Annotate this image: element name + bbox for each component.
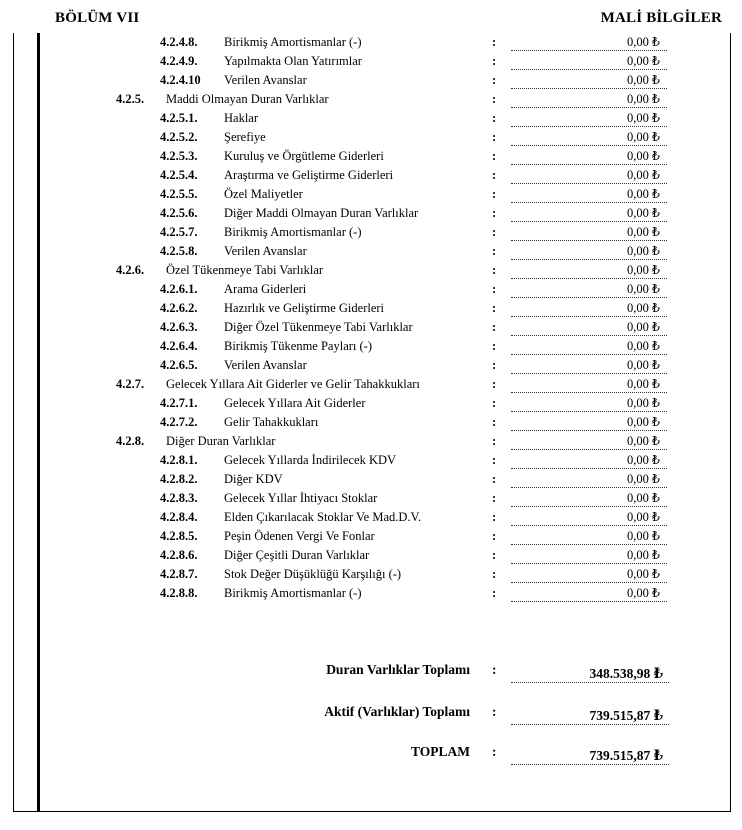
- colon-separator: :: [492, 73, 497, 87]
- line-item-label: Hazırlık ve Geliştirme Giderleri: [224, 301, 385, 315]
- line-item-number: 4.2.6.1.: [160, 282, 198, 296]
- colon-separator: :: [492, 510, 497, 524]
- line-item-number: 4.2.8.1.: [160, 453, 198, 467]
- line-item: [0, 52, 742, 71]
- line-item: [0, 451, 742, 470]
- line-item-number: 4.2.8.2.: [160, 472, 198, 486]
- value-field: 0,00 ₺: [511, 263, 667, 279]
- line-item-label: Haklar: [224, 111, 259, 125]
- value-field: 0,00 ₺: [511, 320, 667, 336]
- value-field: 0,00 ₺: [511, 491, 667, 507]
- line-item-label: Diğer Çeşitli Duran Varlıklar: [224, 548, 370, 562]
- line-item-label: Elden Çıkarılacak Stoklar Ve Mad.D.V.: [224, 510, 422, 524]
- line-item: [0, 432, 742, 451]
- line-item: [0, 261, 742, 280]
- line-item-label: Gelecek Yıllarda İndirilecek KDV: [224, 453, 397, 467]
- value-field: 0,00 ₺: [511, 339, 667, 355]
- colon-separator: :: [492, 187, 497, 201]
- line-item-number: 4.2.5.4.: [160, 168, 198, 182]
- line-item-number: 4.2.5.: [116, 92, 145, 106]
- line-item: [0, 546, 742, 565]
- value-field: 0,00 ₺: [511, 529, 667, 545]
- value-field: 0,00 ₺: [511, 282, 667, 298]
- page-border-bottom: [13, 811, 731, 812]
- value-field: 0,00 ₺: [511, 453, 667, 469]
- page-title: MALİ BİLGİLER: [600, 10, 722, 26]
- colon-separator: :: [492, 339, 497, 353]
- line-item: [0, 71, 742, 90]
- line-item: [0, 394, 742, 413]
- line-item: [0, 584, 742, 603]
- colon-separator: :: [492, 92, 497, 106]
- line-item-number: 4.2.8.7.: [160, 567, 198, 581]
- colon-separator: :: [492, 744, 497, 759]
- line-item-number: 4.2.8.6.: [160, 548, 198, 562]
- total-row: [0, 702, 742, 728]
- colon-separator: :: [492, 662, 497, 677]
- total-value-field: 348.538,98 ₺: [511, 666, 669, 683]
- value-field: 0,00 ₺: [511, 92, 667, 108]
- line-item-number: 4.2.4.8.: [160, 35, 198, 49]
- line-item-number: 4.2.6.4.: [160, 339, 198, 353]
- line-item-number: 4.2.5.1.: [160, 111, 198, 125]
- line-item-number: 4.2.4.10: [160, 73, 201, 87]
- colon-separator: :: [492, 377, 497, 391]
- value-field: 0,00 ₺: [511, 358, 667, 374]
- total-row: [0, 742, 742, 768]
- line-item: [0, 33, 742, 52]
- colon-separator: :: [492, 149, 497, 163]
- line-item-number: 4.2.8.4.: [160, 510, 198, 524]
- line-item: [0, 242, 742, 261]
- line-item-number: 4.2.7.: [116, 377, 145, 391]
- value-field: 0,00 ₺: [511, 225, 667, 241]
- line-item-number: 4.2.6.5.: [160, 358, 198, 372]
- value-field: 0,00 ₺: [511, 130, 667, 146]
- line-item: [0, 166, 742, 185]
- line-item-number: 4.2.7.2.: [160, 415, 198, 429]
- colon-separator: :: [492, 415, 497, 429]
- line-item-label: Gelecek Yıllara Ait Giderler: [224, 396, 366, 410]
- value-field: 0,00 ₺: [511, 434, 667, 450]
- line-item: [0, 318, 742, 337]
- line-item-label: Diğer Özel Tükenmeye Tabi Varlıklar: [224, 320, 413, 334]
- line-item: [0, 489, 742, 508]
- colon-separator: :: [492, 301, 497, 315]
- colon-separator: :: [492, 130, 497, 144]
- colon-separator: :: [492, 168, 497, 182]
- colon-separator: :: [492, 396, 497, 410]
- total-row: [0, 660, 742, 686]
- line-item-label: Verilen Avanslar: [224, 73, 307, 87]
- line-item-number: 4.2.8.: [116, 434, 145, 448]
- line-item-label: Gelecek Yıllar İhtiyacı Stoklar: [224, 491, 378, 505]
- total-label: Aktif (Varlıklar) Toplamı: [324, 704, 470, 719]
- line-item-label: Birikmiş Tükenme Payları (-): [224, 339, 373, 353]
- total-label: TOPLAM: [410, 744, 470, 759]
- line-item-label: Birikmiş Amortismanlar (-): [224, 35, 362, 49]
- line-item: [0, 109, 742, 128]
- colon-separator: :: [492, 320, 497, 334]
- colon-separator: :: [492, 529, 497, 543]
- line-item-number: 4.2.8.8.: [160, 586, 198, 600]
- line-item-label: Birikmiş Amortismanlar (-): [224, 225, 362, 239]
- line-item-label: Kuruluş ve Örgütleme Giderleri: [224, 149, 384, 163]
- line-item: [0, 413, 742, 432]
- colon-separator: :: [492, 548, 497, 562]
- line-item-label: Peşin Ödenen Vergi Ve Fonlar: [224, 529, 375, 543]
- colon-separator: :: [492, 282, 497, 296]
- line-item-label: Maddi Olmayan Duran Varlıklar: [166, 92, 329, 106]
- line-item-label: Diğer Duran Varlıklar: [166, 434, 276, 448]
- value-field: 0,00 ₺: [511, 244, 667, 260]
- line-item: [0, 223, 742, 242]
- value-field: 0,00 ₺: [511, 472, 667, 488]
- line-item-label: Özel Tükenmeye Tabi Varlıklar: [166, 263, 324, 277]
- line-item: [0, 508, 742, 527]
- line-item: [0, 299, 742, 318]
- value-field: 0,00 ₺: [511, 415, 667, 431]
- value-field: 0,00 ₺: [511, 301, 667, 317]
- colon-separator: :: [492, 35, 497, 49]
- colon-separator: :: [492, 358, 497, 372]
- colon-separator: :: [492, 472, 497, 486]
- colon-separator: :: [492, 567, 497, 581]
- value-field: 0,00 ₺: [511, 396, 667, 412]
- colon-separator: :: [492, 206, 497, 220]
- line-item: [0, 565, 742, 584]
- section-title: BÖLÜM VII: [55, 10, 140, 26]
- line-item: [0, 337, 742, 356]
- value-field: 0,00 ₺: [511, 187, 667, 203]
- value-field: 0,00 ₺: [511, 54, 667, 70]
- line-item-number: 4.2.5.8.: [160, 244, 198, 258]
- line-item-label: Yapılmakta Olan Yatırımlar: [224, 54, 362, 68]
- line-item-number: 4.2.6.: [116, 263, 145, 277]
- line-item-label: Verilen Avanslar: [224, 358, 307, 372]
- colon-separator: :: [492, 704, 497, 719]
- line-item-number: 4.2.4.9.: [160, 54, 198, 68]
- line-item-label: Gelir Tahakkukları: [224, 415, 319, 429]
- line-item-label: Gelecek Yıllara Ait Giderler ve Gelir Tahakkukları: [166, 377, 420, 391]
- line-item-number: 4.2.5.6.: [160, 206, 198, 220]
- line-item-label: Birikmiş Amortismanlar (-): [224, 586, 362, 600]
- value-field: 0,00 ₺: [511, 567, 667, 583]
- line-item-number: 4.2.8.5.: [160, 529, 198, 543]
- line-item-label: Araştırma ve Geliştirme Giderleri: [224, 168, 394, 182]
- line-item: [0, 375, 742, 394]
- value-field: 0,00 ₺: [511, 35, 667, 51]
- colon-separator: :: [492, 434, 497, 448]
- value-field: 0,00 ₺: [511, 586, 667, 602]
- colon-separator: :: [492, 263, 497, 277]
- total-value-field: 739.515,87 ₺: [511, 748, 669, 765]
- value-field: 0,00 ₺: [511, 548, 667, 564]
- line-item-label: Arama Giderleri: [224, 282, 307, 296]
- value-field: 0,00 ₺: [511, 149, 667, 165]
- line-item: [0, 204, 742, 223]
- line-item: [0, 280, 742, 299]
- line-item: [0, 90, 742, 109]
- total-label: Duran Varlıklar Toplamı: [326, 662, 470, 677]
- colon-separator: :: [492, 111, 497, 125]
- line-item-number: 4.2.5.5.: [160, 187, 198, 201]
- line-item-number: 4.2.5.2.: [160, 130, 198, 144]
- line-item-number: 4.2.6.3.: [160, 320, 198, 334]
- colon-separator: :: [492, 225, 497, 239]
- line-item-label: Stok Değer Düşüklüğü Karşılığı (-): [224, 567, 402, 581]
- colon-separator: :: [492, 453, 497, 467]
- total-value-field: 739.515,87 ₺: [511, 708, 669, 725]
- line-item: [0, 527, 742, 546]
- value-field: 0,00 ₺: [511, 377, 667, 393]
- value-field: 0,00 ₺: [511, 510, 667, 526]
- line-item-label: Diğer KDV: [224, 472, 283, 486]
- line-item: [0, 470, 742, 489]
- line-item-label: Özel Maliyetler: [224, 187, 303, 201]
- colon-separator: :: [492, 586, 497, 600]
- line-item-number: 4.2.5.3.: [160, 149, 198, 163]
- line-item: [0, 147, 742, 166]
- value-field: 0,00 ₺: [511, 73, 667, 89]
- line-item-label: Şerefiye: [224, 130, 266, 144]
- value-field: 0,00 ₺: [511, 111, 667, 127]
- colon-separator: :: [492, 244, 497, 258]
- line-item-label: Diğer Maddi Olmayan Duran Varlıklar: [224, 206, 419, 220]
- line-item-label: Verilen Avanslar: [224, 244, 307, 258]
- colon-separator: :: [492, 491, 497, 505]
- value-field: 0,00 ₺: [511, 206, 667, 222]
- line-item-number: 4.2.5.7.: [160, 225, 198, 239]
- line-item: [0, 356, 742, 375]
- colon-separator: :: [492, 54, 497, 68]
- value-field: 0,00 ₺: [511, 168, 667, 184]
- line-item-number: 4.2.8.3.: [160, 491, 198, 505]
- line-item: [0, 185, 742, 204]
- line-item-number: 4.2.7.1.: [160, 396, 198, 410]
- line-item: [0, 128, 742, 147]
- line-item-number: 4.2.6.2.: [160, 301, 198, 315]
